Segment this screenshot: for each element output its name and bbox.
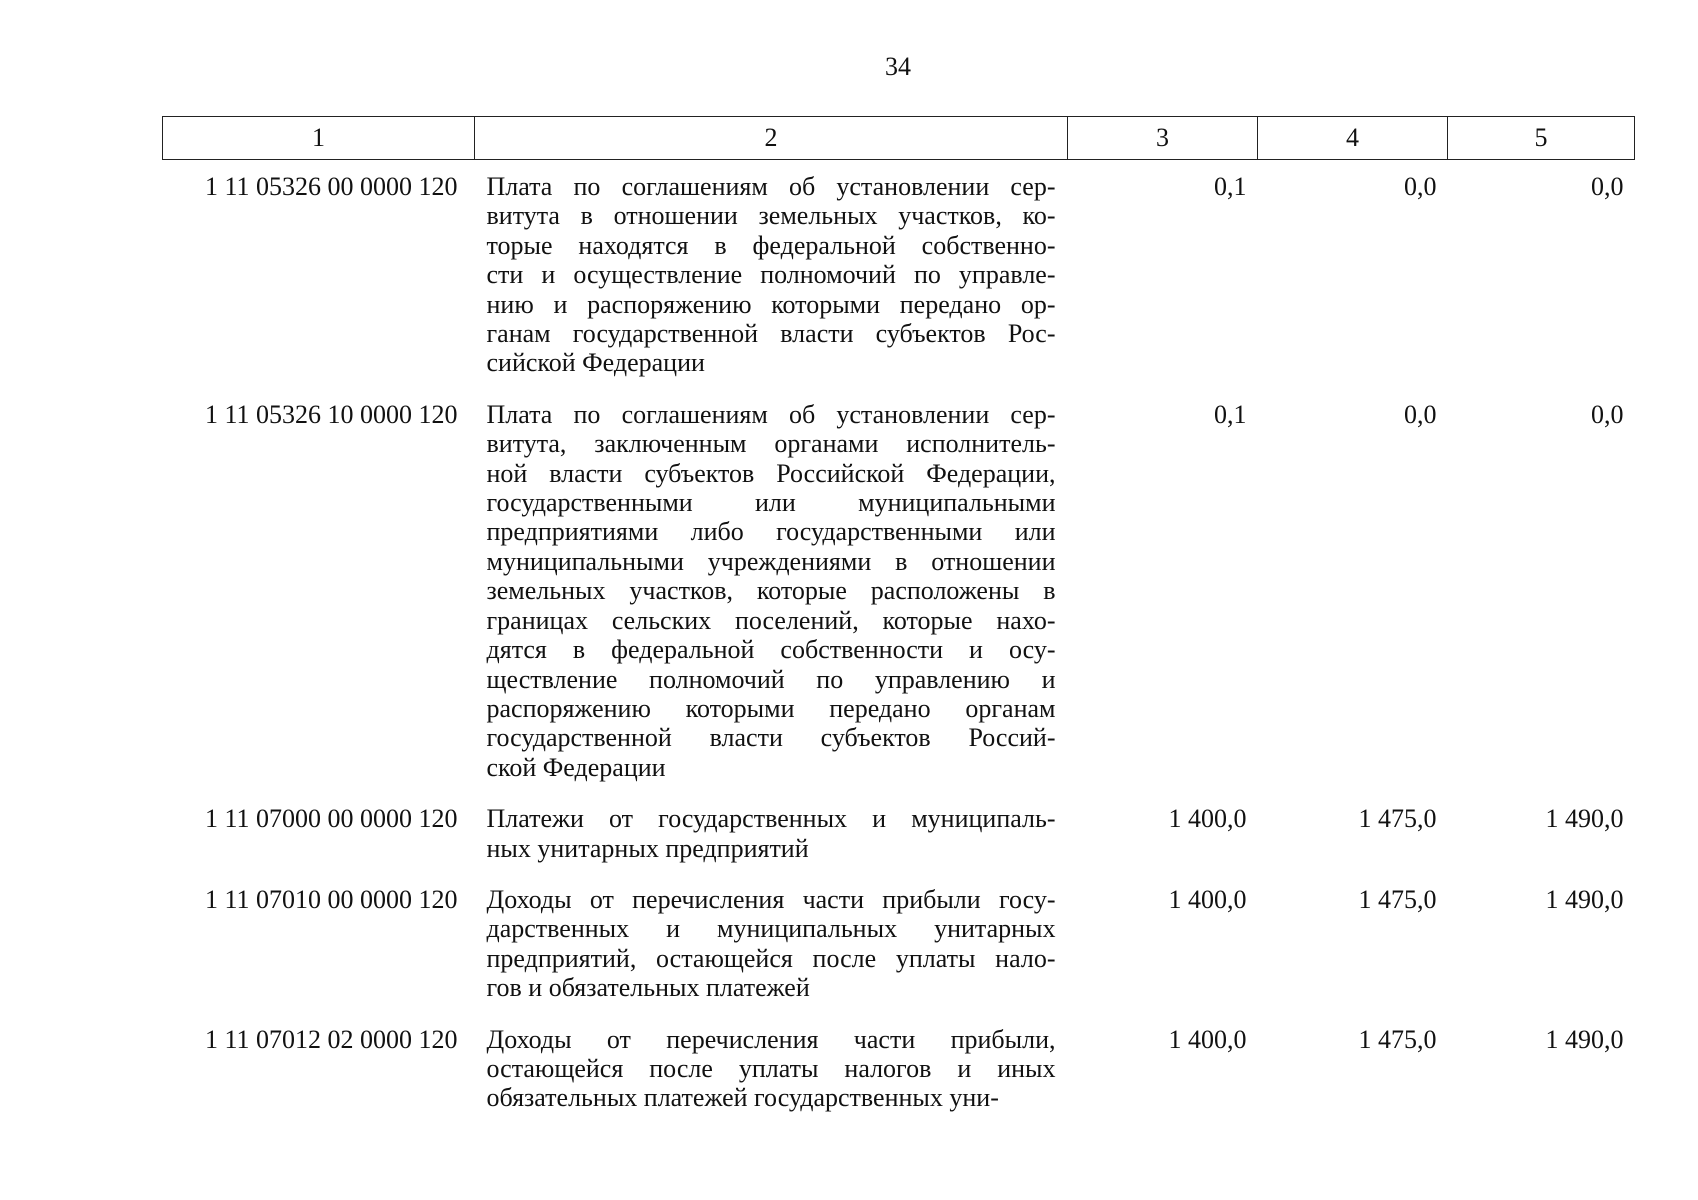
description-line: земельных участков, которые расположены в [486, 576, 1056, 606]
value-cell-col-3: 1 400,0 [1168, 1024, 1247, 1054]
table-row [163, 1013, 1635, 1123]
description-line: границах сельских поселений, которые нахо- [486, 605, 1056, 635]
page-number: 34 [885, 52, 911, 81]
description-line: предприятиями либо государственными или [486, 517, 1056, 547]
column-header-1: 1 [163, 117, 475, 160]
description-line: сийской Федерации [486, 348, 705, 378]
description-cell [475, 388, 1068, 792]
description-line: дарственных и муниципальных унитарных [486, 914, 1056, 944]
column-header-3: 3 [1068, 117, 1258, 160]
table-row [163, 792, 1635, 873]
description-line: Доходы от перечисления части прибыли госу- [486, 884, 1056, 914]
description-line: дятся в федеральной собственности и осу- [486, 635, 1056, 665]
description-line: Плата по соглашениям об установлении сер- [486, 172, 1056, 201]
table-row [163, 160, 1635, 388]
description-line: ганам государственной власти субъектов Рос- [486, 319, 1056, 349]
description-line: витута в отношении земельных участков, ко- [486, 201, 1056, 231]
description-cell [475, 160, 1068, 388]
description-line: витута, заключенным органами исполнитель- [486, 429, 1056, 459]
description-line: Платежи от государственных и муниципаль- [486, 804, 1056, 834]
description-line: нию и распоряжению которыми передано ор- [486, 289, 1056, 319]
description-cell [475, 873, 1068, 1013]
value-cell-col-4: 0,0 [1404, 172, 1437, 201]
budget-code-cell: 1 11 07010 00 0000 120 [204, 884, 458, 914]
description-cell [475, 792, 1068, 873]
value-cell-col-3: 0,1 [1214, 172, 1247, 201]
revenue-table [162, 116, 1635, 1123]
description-line: ной власти субъектов Российской Федерации, [486, 458, 1056, 488]
value-cell-col-5: 1 490,0 [1545, 804, 1624, 834]
value-cell-col-5: 1 490,0 [1545, 1024, 1624, 1054]
description-cell [475, 1013, 1068, 1123]
description-line: сти и осуществление полномочий по управле- [486, 260, 1056, 290]
value-cell-col-3: 1 400,0 [1168, 804, 1247, 834]
value-cell-col-4: 1 475,0 [1358, 884, 1437, 914]
budget-code-cell: 1 11 07000 00 0000 120 [204, 804, 458, 834]
column-header-2: 2 [475, 117, 1068, 160]
budget-code-cell: 1 11 05326 10 0000 120 [204, 399, 458, 429]
value-cell-col-4: 1 475,0 [1358, 804, 1437, 834]
description-line: ных унитарных предприятий [486, 833, 809, 863]
description-line: предприятий, остающейся после уплаты нало- [486, 943, 1056, 973]
value-cell-col-3: 1 400,0 [1168, 884, 1247, 914]
value-cell-col-4: 1 475,0 [1358, 1024, 1437, 1054]
description-line: торые находятся в федеральной собственно- [486, 230, 1056, 260]
value-cell-col-4: 0,0 [1404, 399, 1437, 429]
column-header-4: 4 [1258, 117, 1448, 160]
description-line: Плата по соглашениям об установлении сер- [486, 399, 1056, 429]
column-header-5: 5 [1448, 117, 1635, 160]
description-line: обязательных платежей государственных уни- [486, 1083, 999, 1113]
table-header [163, 117, 1635, 160]
table-row [163, 873, 1635, 1013]
value-cell-col-5: 0,0 [1591, 172, 1624, 201]
table-body [163, 160, 1635, 1123]
description-line: государственной власти субъектов Россий- [486, 723, 1056, 753]
value-cell-col-5: 0,0 [1591, 399, 1624, 429]
budget-code-cell: 1 11 05326 00 0000 120 [204, 172, 458, 201]
header-row [163, 117, 1635, 160]
budget-code-cell: 1 11 07012 02 0000 120 [204, 1024, 458, 1054]
description-line: остающейся после уплаты налогов и иных [486, 1053, 1056, 1083]
description-line: распоряжению которыми передано органам [486, 693, 1056, 723]
description-line: муниципальными учреждениями в отношении [486, 546, 1056, 576]
description-line: Доходы от перечисления части прибыли, [486, 1024, 1056, 1054]
table-row [163, 388, 1635, 792]
value-cell-col-3: 0,1 [1214, 399, 1247, 429]
value-cell-col-5: 1 490,0 [1545, 884, 1624, 914]
description-line: ской Федерации [486, 752, 666, 782]
description-line: ществление полномочий по управлению и [486, 664, 1056, 694]
description-line: гов и обязательных платежей [486, 973, 810, 1003]
description-line: государственными или муниципальными [486, 488, 1056, 518]
